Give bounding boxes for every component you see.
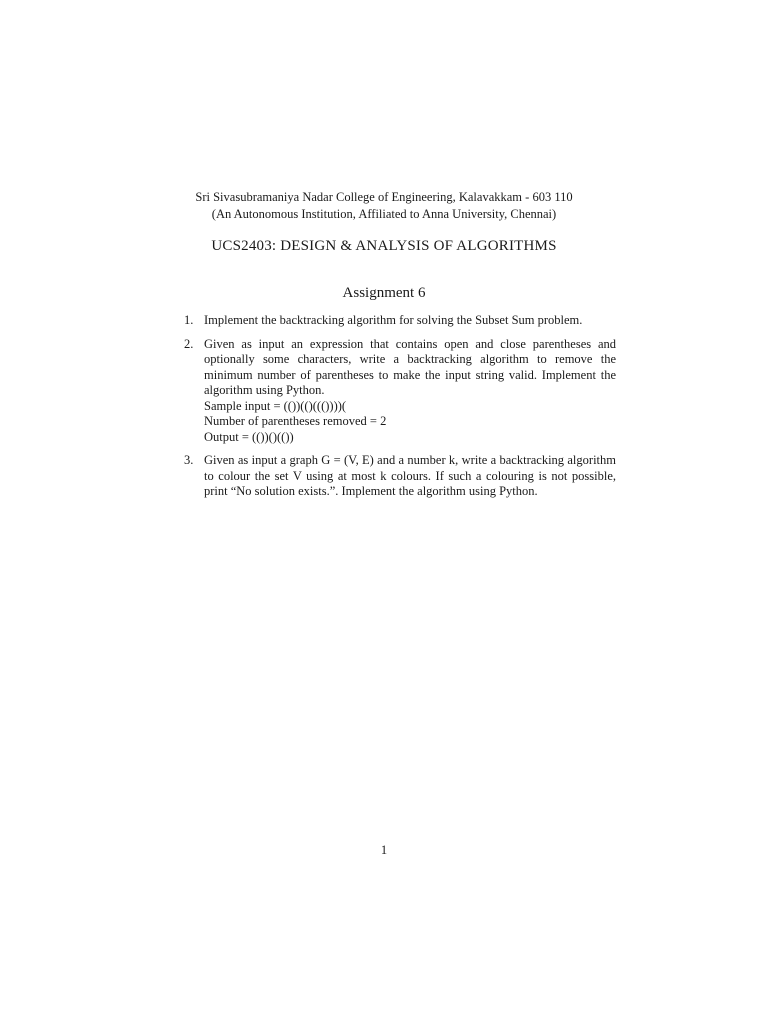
question-number: 1.	[184, 313, 194, 327]
parentheses-removed: Number of parentheses removed = 2	[204, 414, 387, 428]
assignment-title: Assignment 6	[342, 285, 426, 301]
question-text: Given as input an expression that contains open and close parentheses and optionally some characters, write a backtracking algorithm to remove the minimum number of parentheses to make the input string valid. Implement the algorithm using Python.	[204, 336, 616, 397]
question-number: 3.	[184, 453, 194, 467]
question-item	[184, 313, 616, 329]
sample-input: Sample input = (())(()((())))(	[204, 398, 347, 413]
question-text: Implement the backtracking algorithm for solving the Subset Sum problem.	[204, 313, 583, 327]
institution-name: Sri Sivasubramaniya Nadar College of Engineering, Kalavakkam - 603 110	[195, 190, 573, 204]
sample-output: Output = (())()(())	[204, 429, 294, 444]
question-text: Given as input a graph G = (V, E) and a number k, write a backtracking algorithm to colour the set V using at most k colours. If such a colouring is not possible, print “No solution exists.”. Implement the algorithm using Python.	[204, 453, 616, 498]
question-item	[184, 337, 616, 446]
course-title: UCS2403: DESIGN & ANALYSIS OF ALGORITHMS	[211, 238, 557, 254]
page-number: 1	[380, 843, 388, 857]
question-number: 2.	[184, 336, 194, 351]
question-list	[184, 313, 616, 508]
question-item	[184, 453, 616, 500]
institution-header	[0, 189, 768, 223]
institution-affiliation: (An Autonomous Institution, Affiliated to Anna University, Chennai)	[211, 207, 557, 221]
